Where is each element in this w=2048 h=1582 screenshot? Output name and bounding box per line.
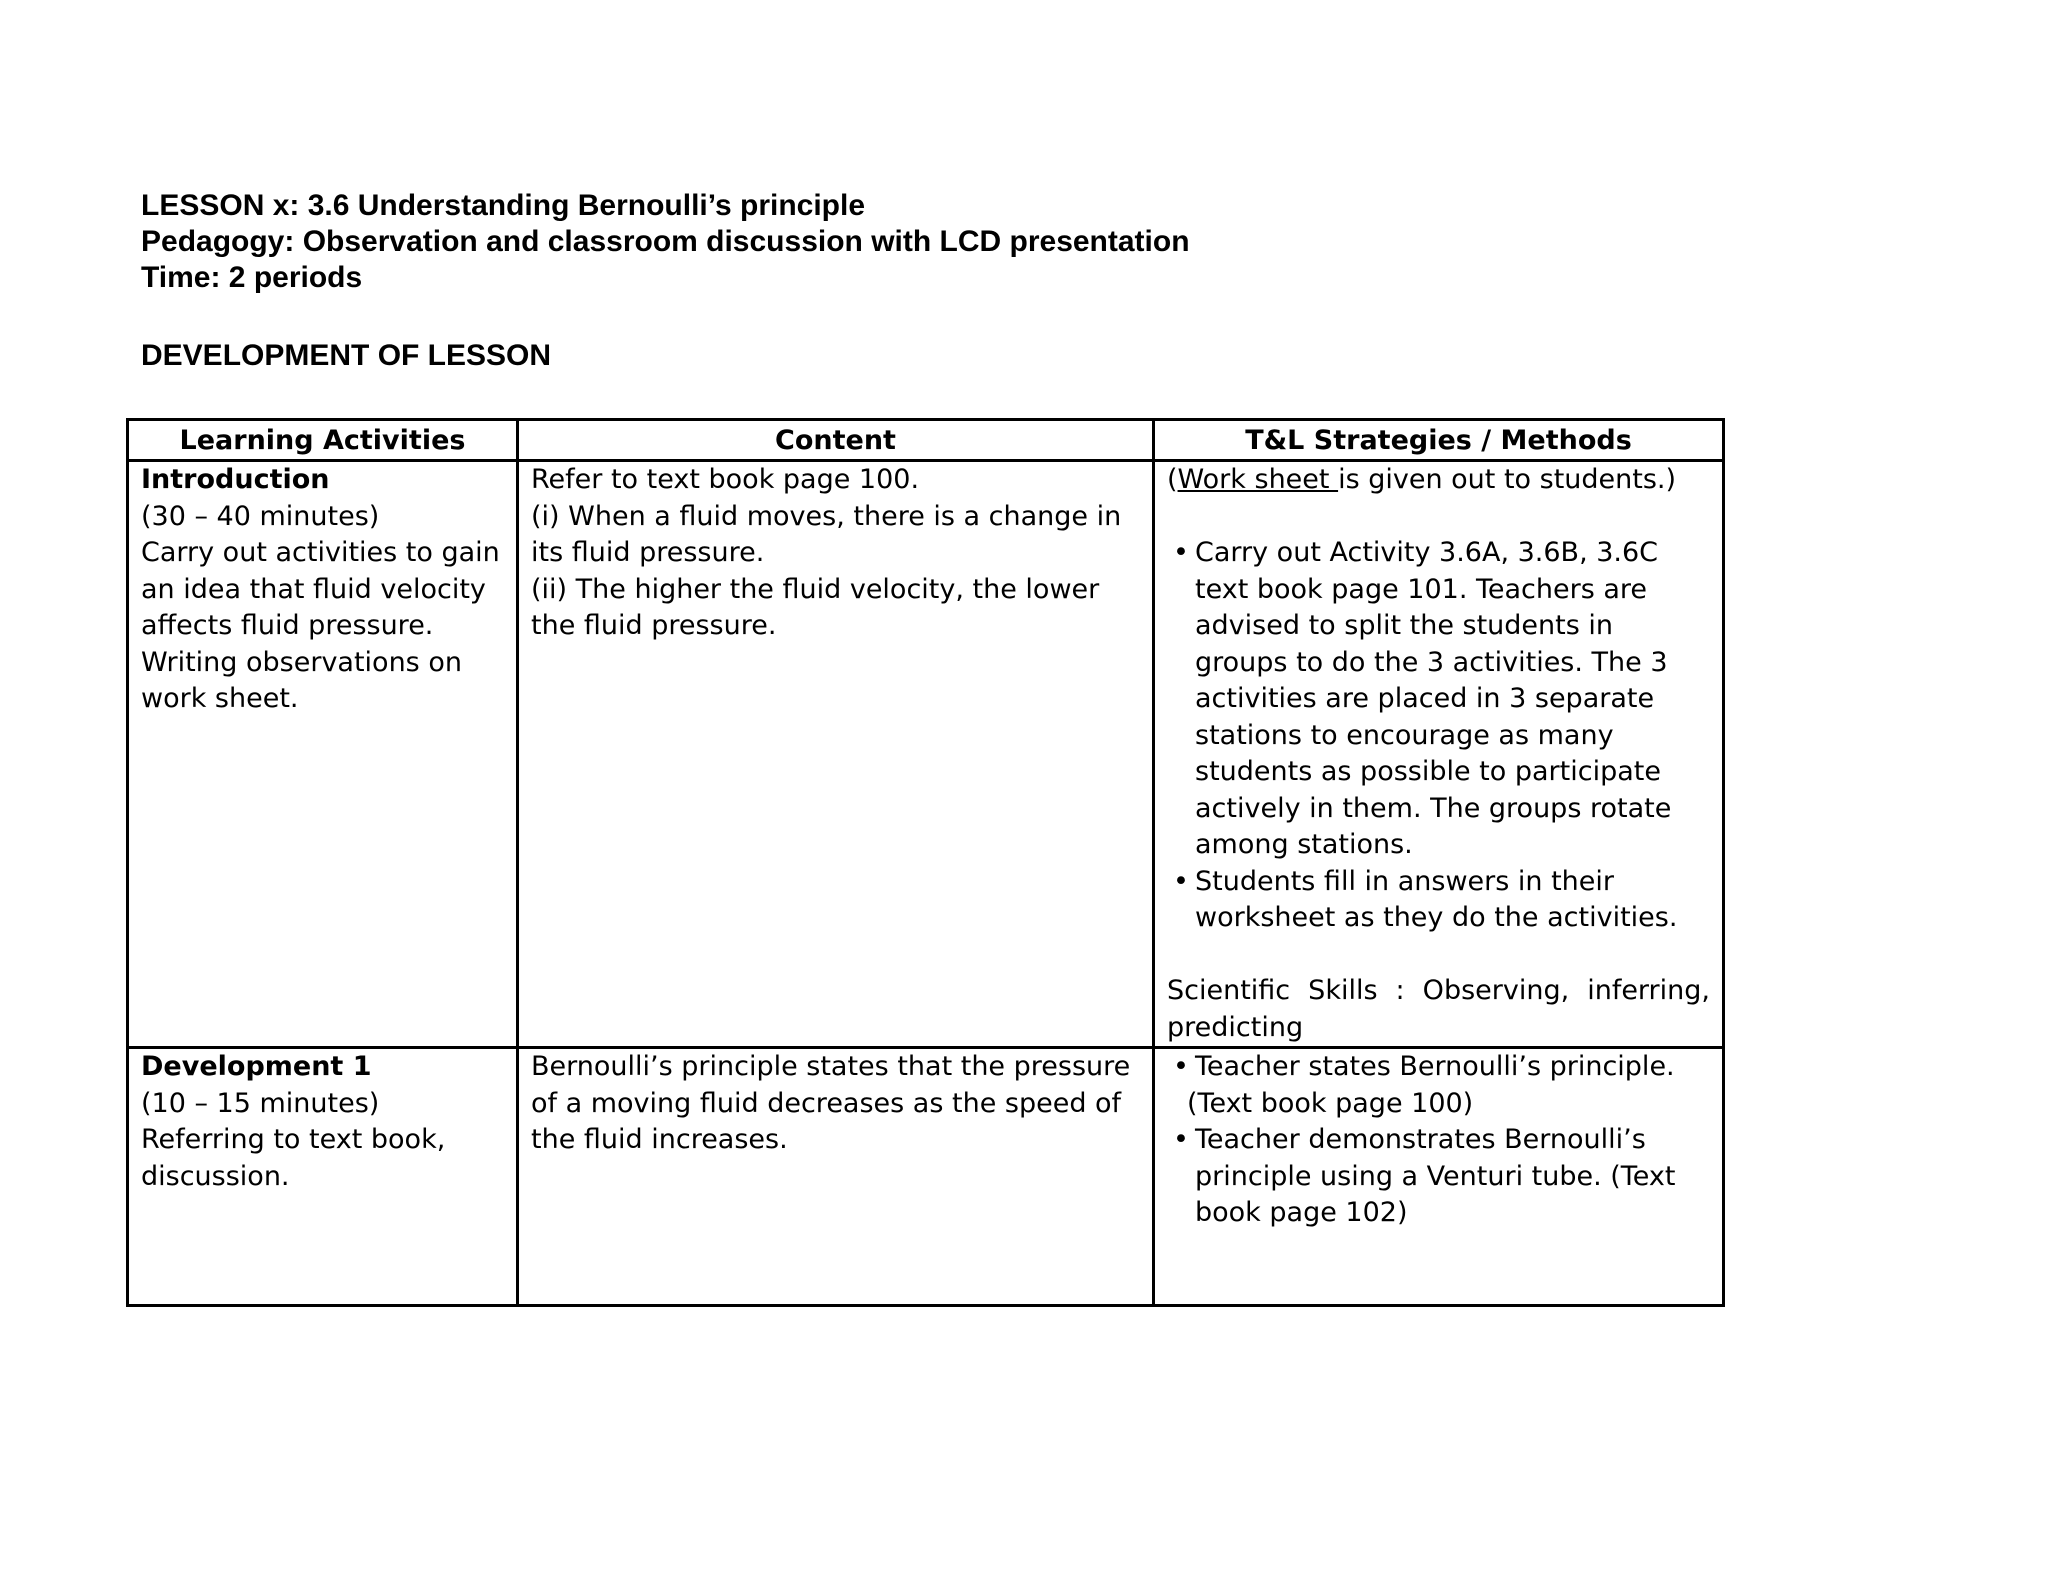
strategy-bullet	[1167, 1049, 1710, 1086]
table-header-row	[128, 420, 1724, 461]
intro-activity-line: affects fluid pressure.	[141, 610, 434, 641]
intro-activity-line: Carry out activities to gain	[141, 537, 500, 568]
table-row-development-1	[128, 1048, 1724, 1306]
section-title: DEVELOPMENT OF LESSON	[141, 339, 552, 372]
strategy-bullet	[1167, 535, 1710, 864]
dev1-strategies-cell	[1154, 1048, 1724, 1306]
dev1-title: Development 1	[141, 1051, 372, 1082]
intro-content-line: (i) When a fluid moves, there is a change in	[531, 500, 1122, 532]
intro-activities-cell	[128, 461, 518, 1048]
dev1-activity-line: discussion.	[141, 1160, 290, 1192]
lesson-time: Time: 2 periods	[141, 261, 363, 294]
intro-content-line: its fluid pressure.	[531, 537, 765, 568]
strategy-bullet-text: Carry out Activity 3.6A, 3.6B, 3.6C text book page 101. Teachers are advised to split the students in groups to do the 3 activities. The 3 activities are placed in 3 separate stations to encourage as many students as possible to participate actively in them. The groups rotate among stations.	[1195, 537, 1672, 860]
dev1-duration: (10 – 15 minutes)	[141, 1087, 380, 1119]
dev1-content-line: the fluid increases.	[531, 1124, 788, 1155]
strategy-bullet-text: Teacher states Bernoulli’s principle.	[1195, 1051, 1675, 1082]
intro-content-cell	[518, 461, 1154, 1048]
dev1-content-line: Bernoulli’s principle states that the pressure	[531, 1051, 1131, 1082]
intro-content-line: (ii) The higher the fluid velocity, the lower	[531, 573, 1100, 605]
bullet-icon: •	[1173, 1051, 1189, 1082]
strategy-bullet-text: Teacher demonstrates Bernoulli’s principle using a Venturi tube. (Text book page 102)	[1195, 1124, 1676, 1228]
bullet-icon: •	[1173, 537, 1189, 568]
dev1-content-cell	[518, 1048, 1154, 1306]
worksheet-term: Work sheet	[1177, 464, 1339, 495]
lesson-title: LESSON x: 3.6 Understanding Bernoulli’s principle	[141, 189, 866, 222]
intro-duration: (30 – 40 minutes)	[141, 500, 380, 532]
intro-activity-line: work sheet.	[141, 683, 299, 714]
intro-strategies-cell	[1154, 461, 1724, 1048]
bullet-icon: •	[1173, 865, 1189, 897]
dev1-content-line: of a moving fluid decreases as the speed of	[531, 1087, 1122, 1119]
strategy-bullet	[1167, 1122, 1710, 1232]
intro-title: Introduction	[141, 464, 330, 495]
header-learning-activities: Learning Activities	[128, 420, 518, 461]
bullet-icon: •	[1173, 1124, 1189, 1155]
lesson-pedagogy: Pedagogy: Observation and classroom discussion with LCD presentation	[141, 225, 1190, 258]
intro-content-line: Refer to text book page 100.	[531, 464, 920, 495]
worksheet-note	[1167, 462, 1710, 499]
strategy-bullet	[1167, 864, 1710, 937]
intro-content-line: the fluid pressure.	[531, 610, 777, 641]
strategy-bullet-subtext: (Text book page 100)	[1187, 1087, 1474, 1119]
dev1-activities-cell	[128, 1048, 518, 1306]
lesson-table	[126, 418, 1725, 1307]
strategy-bullet-text: Students fill in answers in their worksheet as they do the activities.	[1195, 865, 1678, 933]
scientific-skills: Scientific Skills : Observing, inferring, predicting	[1167, 975, 1710, 1043]
header-content: Content	[518, 420, 1154, 461]
header-strategies: T&L Strategies / Methods	[1154, 420, 1724, 461]
intro-activity-line: Writing observations on	[141, 646, 462, 678]
intro-activity-line: an idea that fluid velocity	[141, 573, 486, 605]
dev1-activity-line: Referring to text book,	[141, 1124, 446, 1155]
table-row-introduction	[128, 461, 1724, 1048]
worksheet-open-paren: (	[1167, 464, 1178, 495]
lesson-header	[141, 188, 1190, 296]
worksheet-note-rest: is given out to students.)	[1338, 464, 1677, 495]
